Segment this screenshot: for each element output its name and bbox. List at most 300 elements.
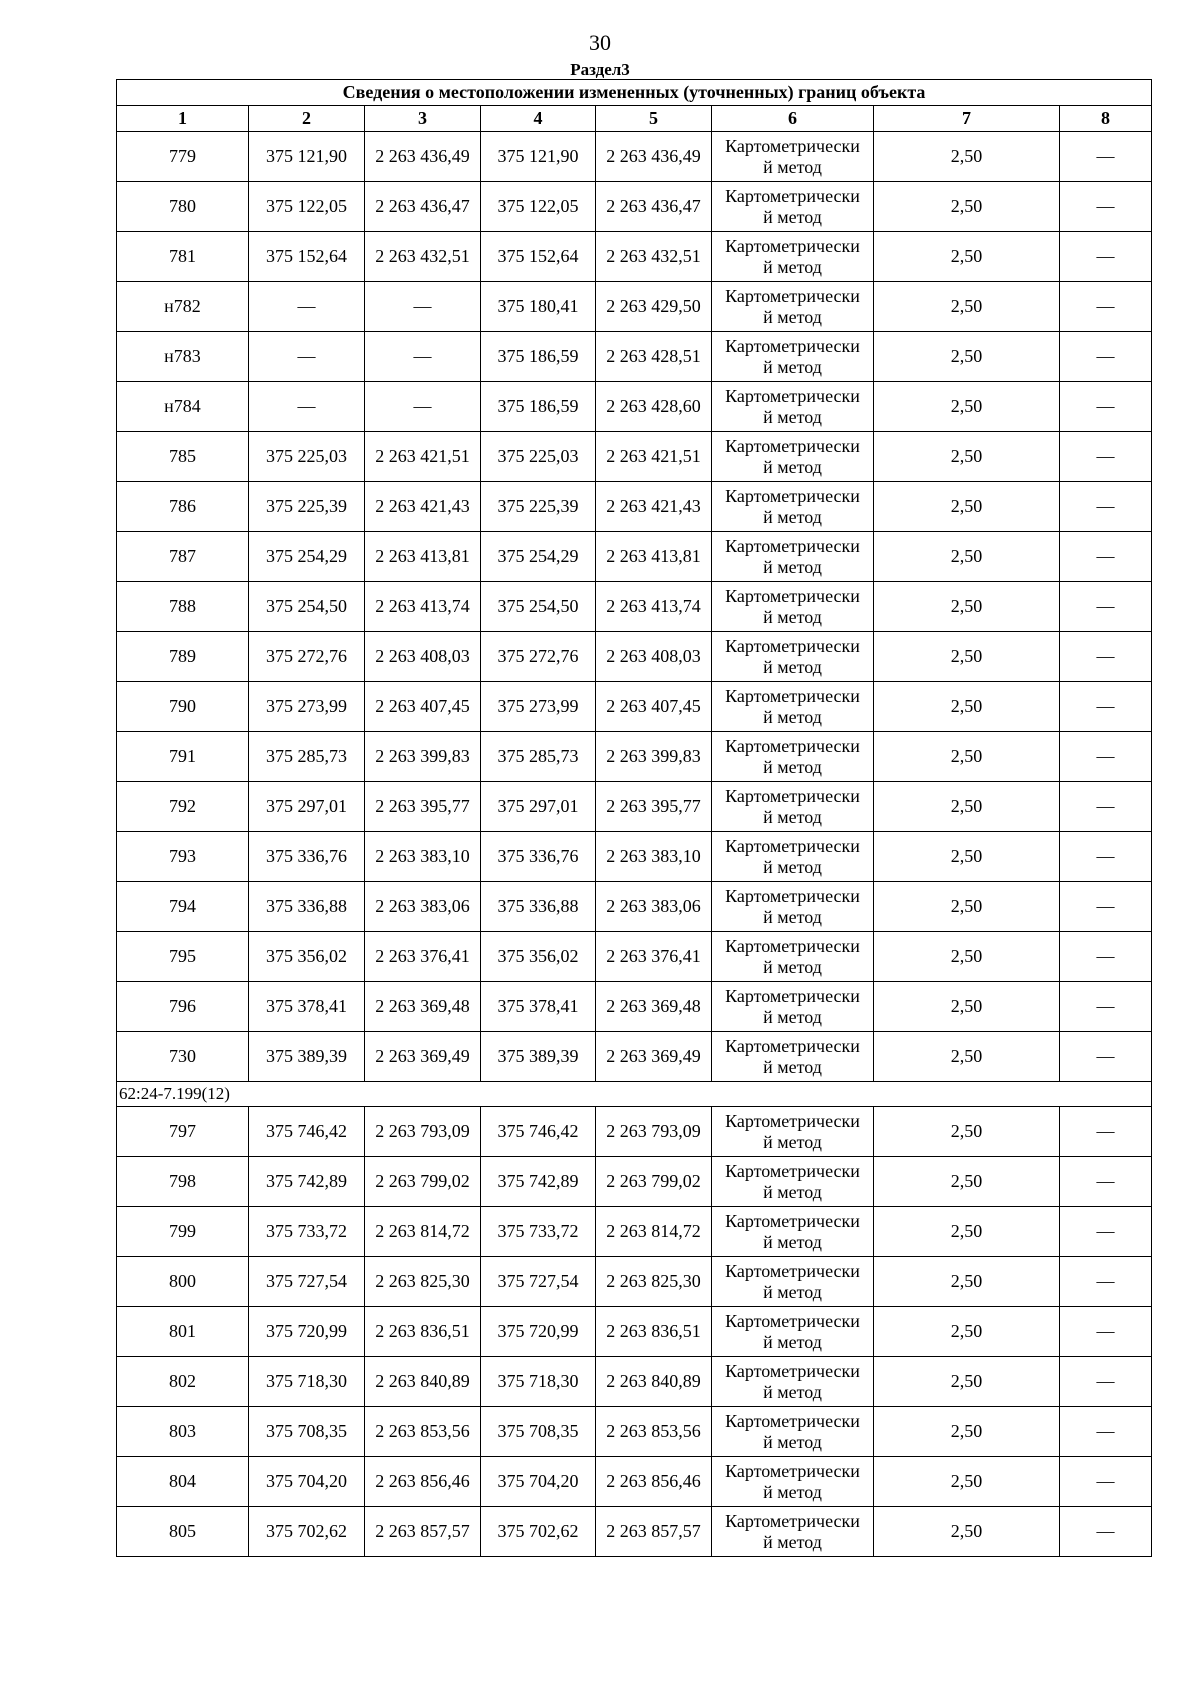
accuracy-cell: 2,50: [874, 832, 1060, 882]
note-cell: —: [1060, 232, 1152, 282]
point-number-cell: 785: [117, 432, 249, 482]
note-cell: —: [1060, 1407, 1152, 1457]
table-row: [117, 1307, 1152, 1357]
accuracy-cell: 2,50: [874, 682, 1060, 732]
point-number-cell: 790: [117, 682, 249, 732]
note-cell: —: [1060, 382, 1152, 432]
coord-cell: 375 720,99: [249, 1307, 365, 1357]
coord-cell: 2 263 840,89: [365, 1357, 481, 1407]
method-cell: [712, 532, 874, 582]
point-number-cell: 779: [117, 132, 249, 182]
method-cell: [712, 132, 874, 182]
coord-cell: 2 263 383,06: [596, 882, 712, 932]
coord-cell: 375 704,20: [481, 1457, 596, 1507]
coord-cell: 2 263 421,51: [365, 432, 481, 482]
coord-cell: 2 263 413,81: [365, 532, 481, 582]
coord-cell: 2 263 429,50: [596, 282, 712, 332]
method-cell: [712, 832, 874, 882]
point-number-cell: н784: [117, 382, 249, 432]
table-row: [117, 1357, 1152, 1407]
coord-cell: 2 263 856,46: [596, 1457, 712, 1507]
table-row: [117, 1107, 1152, 1157]
method-text: й метод: [763, 356, 822, 377]
coord-cell: 2 263 383,10: [365, 832, 481, 882]
method-cell: [712, 1107, 874, 1157]
note-cell: —: [1060, 132, 1152, 182]
point-number-cell: 781: [117, 232, 249, 282]
coord-cell: 2 263 413,81: [596, 532, 712, 582]
method-text: Картометрически: [725, 1210, 860, 1231]
method-cell: [712, 632, 874, 682]
coord-cell: 375 378,41: [249, 982, 365, 1032]
table-row: [117, 1457, 1152, 1507]
point-number-cell: 730: [117, 1032, 249, 1082]
coord-cell: 375 254,50: [249, 582, 365, 632]
method-text: Картометрически: [725, 285, 860, 306]
accuracy-cell: 2,50: [874, 1307, 1060, 1357]
method-text: й метод: [763, 506, 822, 527]
coord-cell: 2 263 408,03: [365, 632, 481, 682]
method-text: Картометрически: [725, 985, 860, 1006]
table-row: [117, 382, 1152, 432]
method-text: й метод: [763, 1281, 822, 1302]
accuracy-cell: 2,50: [874, 632, 1060, 682]
point-number-cell: 798: [117, 1157, 249, 1207]
table-body: [117, 132, 1152, 1557]
coord-cell: 2 263 383,06: [365, 882, 481, 932]
method-cell: [712, 732, 874, 782]
coord-cell: 375 186,59: [481, 382, 596, 432]
accuracy-cell: 2,50: [874, 932, 1060, 982]
accuracy-cell: 2,50: [874, 282, 1060, 332]
table-row: [117, 582, 1152, 632]
accuracy-cell: 2,50: [874, 132, 1060, 182]
method-text: Картометрически: [725, 585, 860, 606]
method-text: Картометрически: [725, 1160, 860, 1181]
coord-cell: 375 254,29: [249, 532, 365, 582]
accuracy-cell: 2,50: [874, 782, 1060, 832]
column-number: 3: [365, 106, 481, 132]
point-number-cell: 787: [117, 532, 249, 582]
coord-cell: —: [365, 382, 481, 432]
coord-cell: 375 121,90: [249, 132, 365, 182]
method-text: й метод: [763, 456, 822, 477]
note-cell: —: [1060, 782, 1152, 832]
table-row: [117, 1257, 1152, 1307]
note-cell: —: [1060, 432, 1152, 482]
accuracy-cell: 2,50: [874, 432, 1060, 482]
page-number: 30: [589, 30, 611, 55]
accuracy-cell: 2,50: [874, 582, 1060, 632]
coord-cell: 375 742,89: [481, 1157, 596, 1207]
coord-cell: 2 263 825,30: [596, 1257, 712, 1307]
coord-cell: 2 263 395,77: [365, 782, 481, 832]
accuracy-cell: 2,50: [874, 1157, 1060, 1207]
table-row: [117, 1507, 1152, 1557]
accuracy-cell: 2,50: [874, 382, 1060, 432]
coord-cell: 375 225,03: [249, 432, 365, 482]
coord-cell: 2 263 369,49: [365, 1032, 481, 1082]
coord-cell: 375 336,76: [249, 832, 365, 882]
method-cell: [712, 1407, 874, 1457]
coord-cell: 2 263 383,10: [596, 832, 712, 882]
method-cell: [712, 932, 874, 982]
table-row: [117, 982, 1152, 1032]
method-cell: [712, 182, 874, 232]
table-row: [117, 682, 1152, 732]
point-number-cell: 796: [117, 982, 249, 1032]
method-text: Картометрически: [725, 885, 860, 906]
table-row: [117, 832, 1152, 882]
coord-cell: 375 285,73: [481, 732, 596, 782]
table-row: [117, 1032, 1152, 1082]
method-text: Картометрически: [725, 185, 860, 206]
coord-cell: 2 263 408,03: [596, 632, 712, 682]
table-row: [117, 1157, 1152, 1207]
method-text: Картометрически: [725, 785, 860, 806]
coord-cell: 2 263 799,02: [596, 1157, 712, 1207]
column-number: 1: [117, 106, 249, 132]
coord-cell: 2 263 814,72: [365, 1207, 481, 1257]
coord-cell: —: [249, 282, 365, 332]
method-cell: [712, 1507, 874, 1557]
coord-cell: 375 273,99: [249, 682, 365, 732]
accuracy-cell: 2,50: [874, 1032, 1060, 1082]
coord-cell: 2 263 853,56: [365, 1407, 481, 1457]
coord-cell: 375 152,64: [249, 232, 365, 282]
coord-cell: 375 389,39: [481, 1032, 596, 1082]
coord-cell: 375 336,76: [481, 832, 596, 882]
accuracy-cell: 2,50: [874, 1457, 1060, 1507]
coord-cell: 2 263 793,09: [596, 1107, 712, 1157]
point-number-cell: 805: [117, 1507, 249, 1557]
method-text: й метод: [763, 706, 822, 727]
method-text: Картометрически: [725, 735, 860, 756]
method-cell: [712, 1307, 874, 1357]
note-cell: —: [1060, 832, 1152, 882]
coord-cell: 375 122,05: [249, 182, 365, 232]
table-row: [117, 1407, 1152, 1457]
table-row: [117, 632, 1152, 682]
method-text: Картометрически: [725, 535, 860, 556]
method-text: Картометрически: [725, 635, 860, 656]
coord-cell: 375 336,88: [481, 882, 596, 932]
coord-cell: 2 263 407,45: [365, 682, 481, 732]
coord-cell: 375 273,99: [481, 682, 596, 732]
method-cell: [712, 682, 874, 732]
point-number-cell: 794: [117, 882, 249, 932]
coord-cell: 375 389,39: [249, 1032, 365, 1082]
table-row: [117, 182, 1152, 232]
coord-cell: —: [249, 382, 365, 432]
accuracy-cell: 2,50: [874, 332, 1060, 382]
coord-cell: 2 263 421,51: [596, 432, 712, 482]
coord-cell: 2 263 856,46: [365, 1457, 481, 1507]
coord-cell: 375 746,42: [481, 1107, 596, 1157]
method-cell: [712, 482, 874, 532]
method-cell: [712, 432, 874, 482]
coord-cell: 375 702,62: [481, 1507, 596, 1557]
method-text: й метод: [763, 206, 822, 227]
coord-cell: —: [365, 282, 481, 332]
method-text: й метод: [763, 956, 822, 977]
method-text: й метод: [763, 1481, 822, 1502]
note-cell: —: [1060, 1157, 1152, 1207]
method-cell: [712, 1357, 874, 1407]
coord-cell: 375 272,76: [481, 632, 596, 682]
point-number-cell: 802: [117, 1357, 249, 1407]
point-number-cell: 804: [117, 1457, 249, 1507]
method-cell: [712, 332, 874, 382]
coord-cell: 2 263 369,49: [596, 1032, 712, 1082]
coord-cell: 2 263 376,41: [596, 932, 712, 982]
coordinates-table: [116, 79, 1152, 1557]
method-cell: [712, 1207, 874, 1257]
accuracy-cell: 2,50: [874, 1357, 1060, 1407]
note-cell: —: [1060, 882, 1152, 932]
coord-cell: 2 263 799,02: [365, 1157, 481, 1207]
method-text: й метод: [763, 1431, 822, 1452]
point-number-cell: 793: [117, 832, 249, 882]
coord-cell: 375 708,35: [249, 1407, 365, 1457]
note-cell: —: [1060, 1357, 1152, 1407]
group-label: 62:24-7.199(12): [117, 1082, 1152, 1107]
coord-cell: 2 263 814,72: [596, 1207, 712, 1257]
table-row: [117, 1207, 1152, 1257]
table-row: [117, 282, 1152, 332]
method-cell: [712, 282, 874, 332]
column-number: 4: [481, 106, 596, 132]
method-text: й метод: [763, 306, 822, 327]
method-cell: [712, 232, 874, 282]
note-cell: —: [1060, 1207, 1152, 1257]
coord-cell: 375 272,76: [249, 632, 365, 682]
coord-cell: 375 704,20: [249, 1457, 365, 1507]
coord-cell: 2 263 432,51: [596, 232, 712, 282]
method-cell: [712, 1257, 874, 1307]
table-row: [117, 732, 1152, 782]
coord-cell: 375 285,73: [249, 732, 365, 782]
method-text: й метод: [763, 256, 822, 277]
coord-cell: 375 733,72: [481, 1207, 596, 1257]
accuracy-cell: 2,50: [874, 1207, 1060, 1257]
coord-cell: 375 733,72: [249, 1207, 365, 1257]
coord-cell: 375 297,01: [249, 782, 365, 832]
method-cell: [712, 882, 874, 932]
coord-cell: —: [249, 332, 365, 382]
note-cell: —: [1060, 732, 1152, 782]
method-cell: [712, 1032, 874, 1082]
note-cell: —: [1060, 1307, 1152, 1357]
point-number-cell: 797: [117, 1107, 249, 1157]
table-row: [117, 232, 1152, 282]
accuracy-cell: 2,50: [874, 732, 1060, 782]
method-text: й метод: [763, 1181, 822, 1202]
coord-cell: 375 121,90: [481, 132, 596, 182]
coord-cell: 2 263 436,49: [596, 132, 712, 182]
method-text: Картометрически: [725, 1460, 860, 1481]
method-text: Картометрически: [725, 685, 860, 706]
coord-cell: 2 263 857,57: [596, 1507, 712, 1557]
coord-cell: 2 263 413,74: [365, 582, 481, 632]
method-text: й метод: [763, 806, 822, 827]
method-text: й метод: [763, 1056, 822, 1077]
accuracy-cell: 2,50: [874, 182, 1060, 232]
note-cell: —: [1060, 1032, 1152, 1082]
coord-cell: 2 263 836,51: [596, 1307, 712, 1357]
coord-cell: 375 297,01: [481, 782, 596, 832]
point-number-cell: 799: [117, 1207, 249, 1257]
column-number-row: [117, 106, 1152, 132]
method-text: Картометрически: [725, 835, 860, 856]
coord-cell: —: [365, 332, 481, 382]
section-title: Раздел3: [570, 60, 630, 79]
note-cell: —: [1060, 1457, 1152, 1507]
method-text: Картометрически: [725, 1410, 860, 1431]
note-cell: —: [1060, 932, 1152, 982]
method-text: й метод: [763, 1131, 822, 1152]
method-text: й метод: [763, 1381, 822, 1402]
coord-cell: 2 263 376,41: [365, 932, 481, 982]
method-text: Картометрически: [725, 1510, 860, 1531]
coord-cell: 2 263 857,57: [365, 1507, 481, 1557]
coord-cell: 375 356,02: [249, 932, 365, 982]
coord-cell: 375 152,64: [481, 232, 596, 282]
note-cell: —: [1060, 982, 1152, 1032]
accuracy-cell: 2,50: [874, 882, 1060, 932]
table-row: [117, 132, 1152, 182]
method-cell: [712, 382, 874, 432]
note-cell: —: [1060, 282, 1152, 332]
coord-cell: 2 263 407,45: [596, 682, 712, 732]
note-cell: —: [1060, 1107, 1152, 1157]
method-text: Картометрически: [725, 1310, 860, 1331]
coord-cell: 2 263 436,47: [596, 182, 712, 232]
method-text: й метод: [763, 906, 822, 927]
table-caption: Сведения о местоположении измененных (уточненных) границ объекта: [117, 80, 1152, 106]
method-text: й метод: [763, 556, 822, 577]
method-text: Картометрически: [725, 485, 860, 506]
coord-cell: 375 720,99: [481, 1307, 596, 1357]
point-number-cell: 795: [117, 932, 249, 982]
column-number: 2: [249, 106, 365, 132]
method-text: й метод: [763, 756, 822, 777]
coord-cell: 2 263 853,56: [596, 1407, 712, 1457]
coord-cell: 375 225,39: [249, 482, 365, 532]
method-text: й метод: [763, 1006, 822, 1027]
note-cell: —: [1060, 482, 1152, 532]
point-number-cell: н782: [117, 282, 249, 332]
note-cell: —: [1060, 1257, 1152, 1307]
coord-cell: 375 727,54: [481, 1257, 596, 1307]
coord-cell: 375 702,62: [249, 1507, 365, 1557]
method-cell: [712, 582, 874, 632]
note-cell: —: [1060, 582, 1152, 632]
method-text: й метод: [763, 1531, 822, 1552]
point-number-cell: 789: [117, 632, 249, 682]
coord-cell: 375 254,29: [481, 532, 596, 582]
column-number: 5: [596, 106, 712, 132]
coord-cell: 375 254,50: [481, 582, 596, 632]
note-cell: —: [1060, 682, 1152, 732]
coord-cell: 375 746,42: [249, 1107, 365, 1157]
table-row: [117, 532, 1152, 582]
method-text: Картометрически: [725, 1260, 860, 1281]
coord-cell: 375 727,54: [249, 1257, 365, 1307]
point-number-cell: 788: [117, 582, 249, 632]
coord-cell: 2 263 395,77: [596, 782, 712, 832]
method-text: Картометрически: [725, 135, 860, 156]
coord-cell: 375 225,03: [481, 432, 596, 482]
coord-cell: 375 186,59: [481, 332, 596, 382]
note-cell: —: [1060, 1507, 1152, 1557]
table-row: [117, 932, 1152, 982]
note-cell: —: [1060, 632, 1152, 682]
method-text: Картометрически: [725, 1035, 860, 1056]
accuracy-cell: 2,50: [874, 1257, 1060, 1307]
coord-cell: 2 263 825,30: [365, 1257, 481, 1307]
point-number-cell: 780: [117, 182, 249, 232]
method-text: й метод: [763, 1331, 822, 1352]
coord-cell: 375 225,39: [481, 482, 596, 532]
table-row: [117, 432, 1152, 482]
accuracy-cell: 2,50: [874, 532, 1060, 582]
point-number-cell: н783: [117, 332, 249, 382]
accuracy-cell: 2,50: [874, 1407, 1060, 1457]
accuracy-cell: 2,50: [874, 232, 1060, 282]
method-text: Картометрически: [725, 435, 860, 456]
coord-cell: 375 378,41: [481, 982, 596, 1032]
accuracy-cell: 2,50: [874, 482, 1060, 532]
coord-cell: 375 336,88: [249, 882, 365, 932]
coord-cell: 2 263 399,83: [365, 732, 481, 782]
coord-cell: 2 263 836,51: [365, 1307, 481, 1357]
coord-cell: 375 180,41: [481, 282, 596, 332]
coord-cell: 2 263 436,47: [365, 182, 481, 232]
coord-cell: 2 263 369,48: [365, 982, 481, 1032]
point-number-cell: 800: [117, 1257, 249, 1307]
method-text: Картометрически: [725, 1360, 860, 1381]
method-text: й метод: [763, 656, 822, 677]
method-cell: [712, 1157, 874, 1207]
coord-cell: 2 263 399,83: [596, 732, 712, 782]
coord-cell: 2 263 413,74: [596, 582, 712, 632]
method-text: й метод: [763, 406, 822, 427]
coord-cell: 2 263 428,60: [596, 382, 712, 432]
coord-cell: 375 742,89: [249, 1157, 365, 1207]
coord-cell: 2 263 793,09: [365, 1107, 481, 1157]
method-cell: [712, 982, 874, 1032]
method-text: Картометрически: [725, 1110, 860, 1131]
method-text: й метод: [763, 156, 822, 177]
point-number-cell: 801: [117, 1307, 249, 1357]
coord-cell: 2 263 428,51: [596, 332, 712, 382]
coord-cell: 2 263 840,89: [596, 1357, 712, 1407]
coord-cell: 375 718,30: [481, 1357, 596, 1407]
accuracy-cell: 2,50: [874, 1507, 1060, 1557]
method-text: й метод: [763, 606, 822, 627]
method-text: й метод: [763, 856, 822, 877]
point-number-cell: 792: [117, 782, 249, 832]
coord-cell: 2 263 421,43: [365, 482, 481, 532]
accuracy-cell: 2,50: [874, 1107, 1060, 1157]
note-cell: —: [1060, 332, 1152, 382]
method-text: Картометрически: [725, 235, 860, 256]
method-cell: [712, 782, 874, 832]
method-text: й метод: [763, 1231, 822, 1252]
coord-cell: 2 263 369,48: [596, 982, 712, 1032]
accuracy-cell: 2,50: [874, 982, 1060, 1032]
